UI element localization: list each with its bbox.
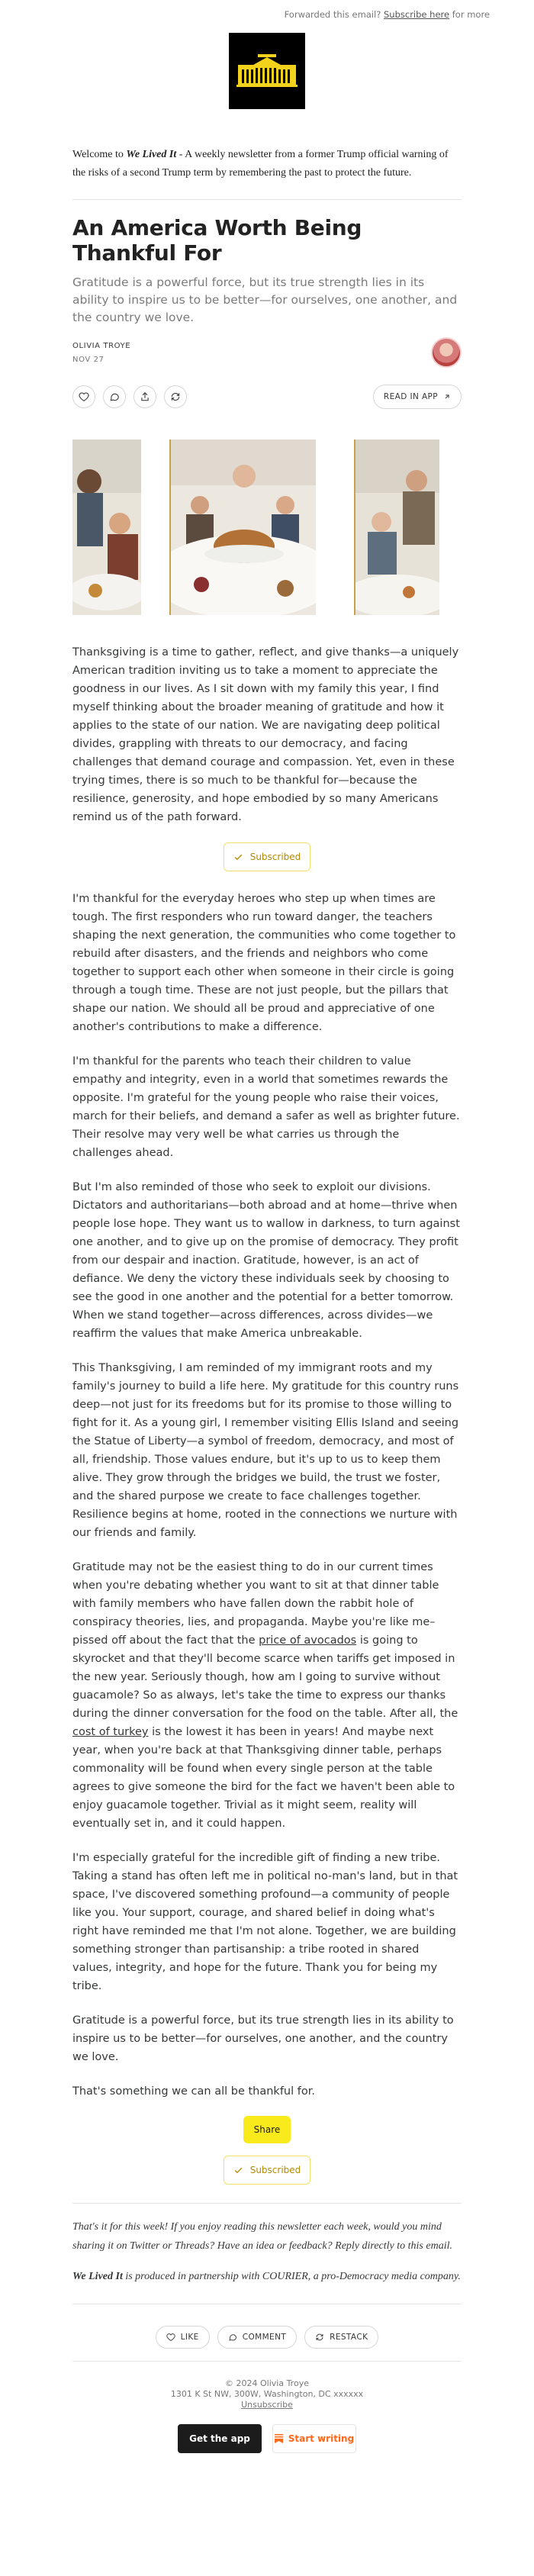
subscribed-label: Subscribed — [249, 852, 301, 862]
share-button[interactable] — [134, 385, 156, 408]
subscribe-link[interactable]: Subscribe here — [384, 9, 450, 20]
restack-icon — [170, 391, 181, 402]
start-writing-button[interactable] — [272, 2424, 356, 2453]
author-avatar[interactable] — [431, 337, 462, 368]
comment-label: COMMENT — [242, 2332, 287, 2342]
paragraph: Thanksgiving is a time to gather, reflect, and give thanks—a uniquely American tradition inviting us to take a moment to appreciate the goodness in our lives. As I sit down with my family this year, I find myself thinking about the broader meaning of gratitude and how it applies to the state of our nation. We are navigating deep political divides, grappling with threats to our democracy, and facing challenges that demand courage and compassion. Yet, even in these trying times, there is so much to be thankful for—because the resilience, generosity, and hope embodied by so many Americans remind us of the path forward. — [72, 646, 459, 823]
publication-name: We Lived It — [72, 2271, 123, 2282]
outro-text: That's it for this week! If you enjoy reading this newsletter each week, would you mind sharing it on Twitter or Threads? Have an idea or feedback? Reply directly to this email. — [72, 2221, 452, 2252]
comment-button[interactable] — [103, 385, 126, 408]
partnership-note — [72, 2268, 462, 2287]
white-house-icon — [236, 54, 298, 88]
subscribed-button-bottom[interactable] — [224, 2156, 310, 2185]
restack-button[interactable] — [164, 385, 187, 408]
restack-label: RESTACK — [330, 2332, 368, 2342]
check-icon — [233, 2165, 243, 2175]
paragraph: Gratitude is a powerful force, but its true strength lies in its ability to inspire us to be better—for ourselves, one another, and the country we love. — [72, 2014, 454, 2063]
bottom-actions — [72, 2326, 462, 2361]
comment-icon — [109, 391, 120, 402]
post-date: NOV 27 — [72, 355, 105, 364]
paragraph-text: Gratitude may not be the easiest thing to do in our current times when you're debating whether you want to sit at that dinner table with family members who have fallen down the rabbit hole of conspiracy theories, lies, and propaganda. Maybe you're like me–pissed off about the fact that the — [72, 1561, 439, 1647]
substack-icon — [275, 2434, 283, 2443]
arrow-up-right-icon — [443, 393, 451, 401]
hero-panel-left — [72, 440, 171, 615]
footer — [72, 2378, 462, 2410]
footer-cta — [72, 2424, 462, 2453]
like-label: LIKE — [180, 2332, 199, 2342]
heart-icon — [79, 391, 89, 402]
forward-notice — [0, 0, 534, 23]
paragraph: I'm thankful for the parents who teach their children to value empathy and integrity, even in a world that sometimes rewards the opposite. I'm grateful for the young people who raise their voices, march for their beliefs, and demand a safer as well as brighter future. Their resolve may very well be what carries us through the challenges ahead. — [72, 1055, 460, 1159]
paragraph: But I'm also reminded of those who seek to exploit our divisions. Dictators and authoritarians—both abroad and at home—thrive when people lose hope. They want us to wallow in darkness, to turn against one another, and to give up on the promise of democracy. They profit from our despair and inaction. Gratitude, however, is an act of defiance. We deny the victory these individuals seek by choosing to see the good in one another and the potential for a better tomorrow. When we stand together—across differences, across divides—we reaffirm the values that make America unbreakable. — [72, 1181, 460, 1340]
welcome-text — [72, 146, 462, 182]
publication-logo[interactable] — [229, 33, 305, 109]
hero-panel-center — [171, 440, 355, 615]
turkey-cost-link[interactable]: cost of turkey — [72, 1726, 149, 1738]
welcome-description: - A weekly newsletter from a former Trump official warning of the risks of a second Trump term by remembering the past to protect the future. — [72, 149, 449, 179]
share-icon — [140, 391, 150, 402]
copyright: © 2024 Olivia Troye — [225, 2378, 309, 2388]
welcome-prefix: Welcome to — [72, 149, 124, 160]
restack-icon — [315, 2333, 324, 2342]
subscribed-label: Subscribed — [249, 2165, 301, 2175]
subscribed-button[interactable] — [224, 842, 310, 871]
read-in-app-button[interactable] — [373, 385, 462, 409]
heart-icon — [166, 2333, 175, 2342]
forward-suffix: for more — [452, 9, 490, 20]
partnership-text: is produced in partnership with COURIER, a pro-Democracy media company. — [122, 2271, 461, 2282]
like-pill-button[interactable] — [156, 2326, 210, 2349]
publication-name: We Lived It — [126, 149, 177, 160]
comment-icon — [228, 2333, 237, 2342]
hero-image[interactable] — [72, 440, 462, 615]
unsubscribe-link[interactable]: Unsubscribe — [241, 2399, 293, 2410]
check-icon — [233, 852, 243, 862]
paragraph-text: is going to skyrocket and that they'll become scarce when tariffs get imposed in the new year. Seriously though, how am I going to survive without guacamole? So as always, let's take the time to express our thanks during the dinner conversation for the food on the table. After all, the — [72, 1634, 458, 1720]
share-post-button[interactable]: Share — [243, 2116, 291, 2143]
post-body — [72, 643, 462, 2185]
paragraph: I'm especially grateful for the incredible gift of finding a new tribe. Taking a stand has often left me in political no-man's land, but in that space, I've discovered something profound—a community of people like you. Your support, courage, and shared belief in doing what's right have reminded me that I'm not alone. Together, we are building something stronger than partisanship: a tribe rooted in shared values, integrity, and hope for the future. Thank you for being my tribe. — [72, 1852, 458, 1992]
byline — [72, 337, 462, 368]
paragraph: This Thanksgiving, I am reminded of my immigrant roots and my family's journey to build a life here. My gratitude for this country runs deep—not just for its freedoms but for its promise to those willing to fight for it. As a young girl, I remember visiting Ellis Island and seeing the Statue of Liberty—a symbol of freedom, democracy, and most of all, friendship. Those values endure, but it's up to us to keep them alive. They grow through the bridges we build, the trust we foster, and the shared purpose we create to face challenges together. Resilience begins at home, rooted in the connections we nurture with our friends and family. — [72, 1362, 459, 1539]
paragraph — [72, 1558, 462, 1833]
start-writing-label: Start writing — [288, 2433, 355, 2444]
post-actions — [72, 385, 462, 426]
forward-prefix: Forwarded this email? — [284, 9, 381, 20]
paragraph: That's something we can all be thankful for. — [72, 2085, 315, 2098]
divider — [72, 2361, 462, 2362]
divider — [72, 199, 462, 200]
post-title[interactable]: An America Worth Being Thankful For — [72, 215, 362, 266]
divider — [72, 2203, 462, 2204]
paragraph-text: is the lowest it has been in years! And maybe next year, when you're back at that Thanksgiving dinner table, perhaps commonality will be found when every single person at the table agrees to give someone the bird for the fact we haven't been able to enjoy guacamole together. Trivial as it might seem, reality will eventually set in, and it could happen. — [72, 1726, 455, 1830]
like-button[interactable] — [72, 385, 95, 408]
read-in-app-label: READ IN APP — [383, 392, 438, 401]
restack-pill-button[interactable] — [304, 2326, 378, 2349]
paragraph: I'm thankful for the everyday heroes who step up when times are tough. The first responders who run toward danger, the teachers shaping the next generation, the communities who come together to rebuild after disasters, and the friends and neighbors who come together to support each other when someone in their circle is going through a tough time. These are not just people, but the pillars that shape our nation. We should all be proud and appreciative of one another's contributions to make a difference. — [72, 893, 456, 1033]
hero-panel-right — [355, 440, 462, 615]
comment-pill-button[interactable] — [217, 2326, 297, 2349]
post-subtitle: Gratitude is a powerful force, but its true strength lies in its ability to inspire us to be better—for ourselves, one another, and the country we love. — [72, 275, 458, 324]
get-app-button[interactable]: Get the app — [178, 2424, 262, 2453]
avocado-price-link[interactable]: price of avocados — [259, 1634, 357, 1647]
author-name[interactable]: OLIVIA TROYE — [72, 341, 131, 350]
address: 1301 K St NW, 300W, Washington, DC xxxxxx — [170, 2388, 364, 2399]
